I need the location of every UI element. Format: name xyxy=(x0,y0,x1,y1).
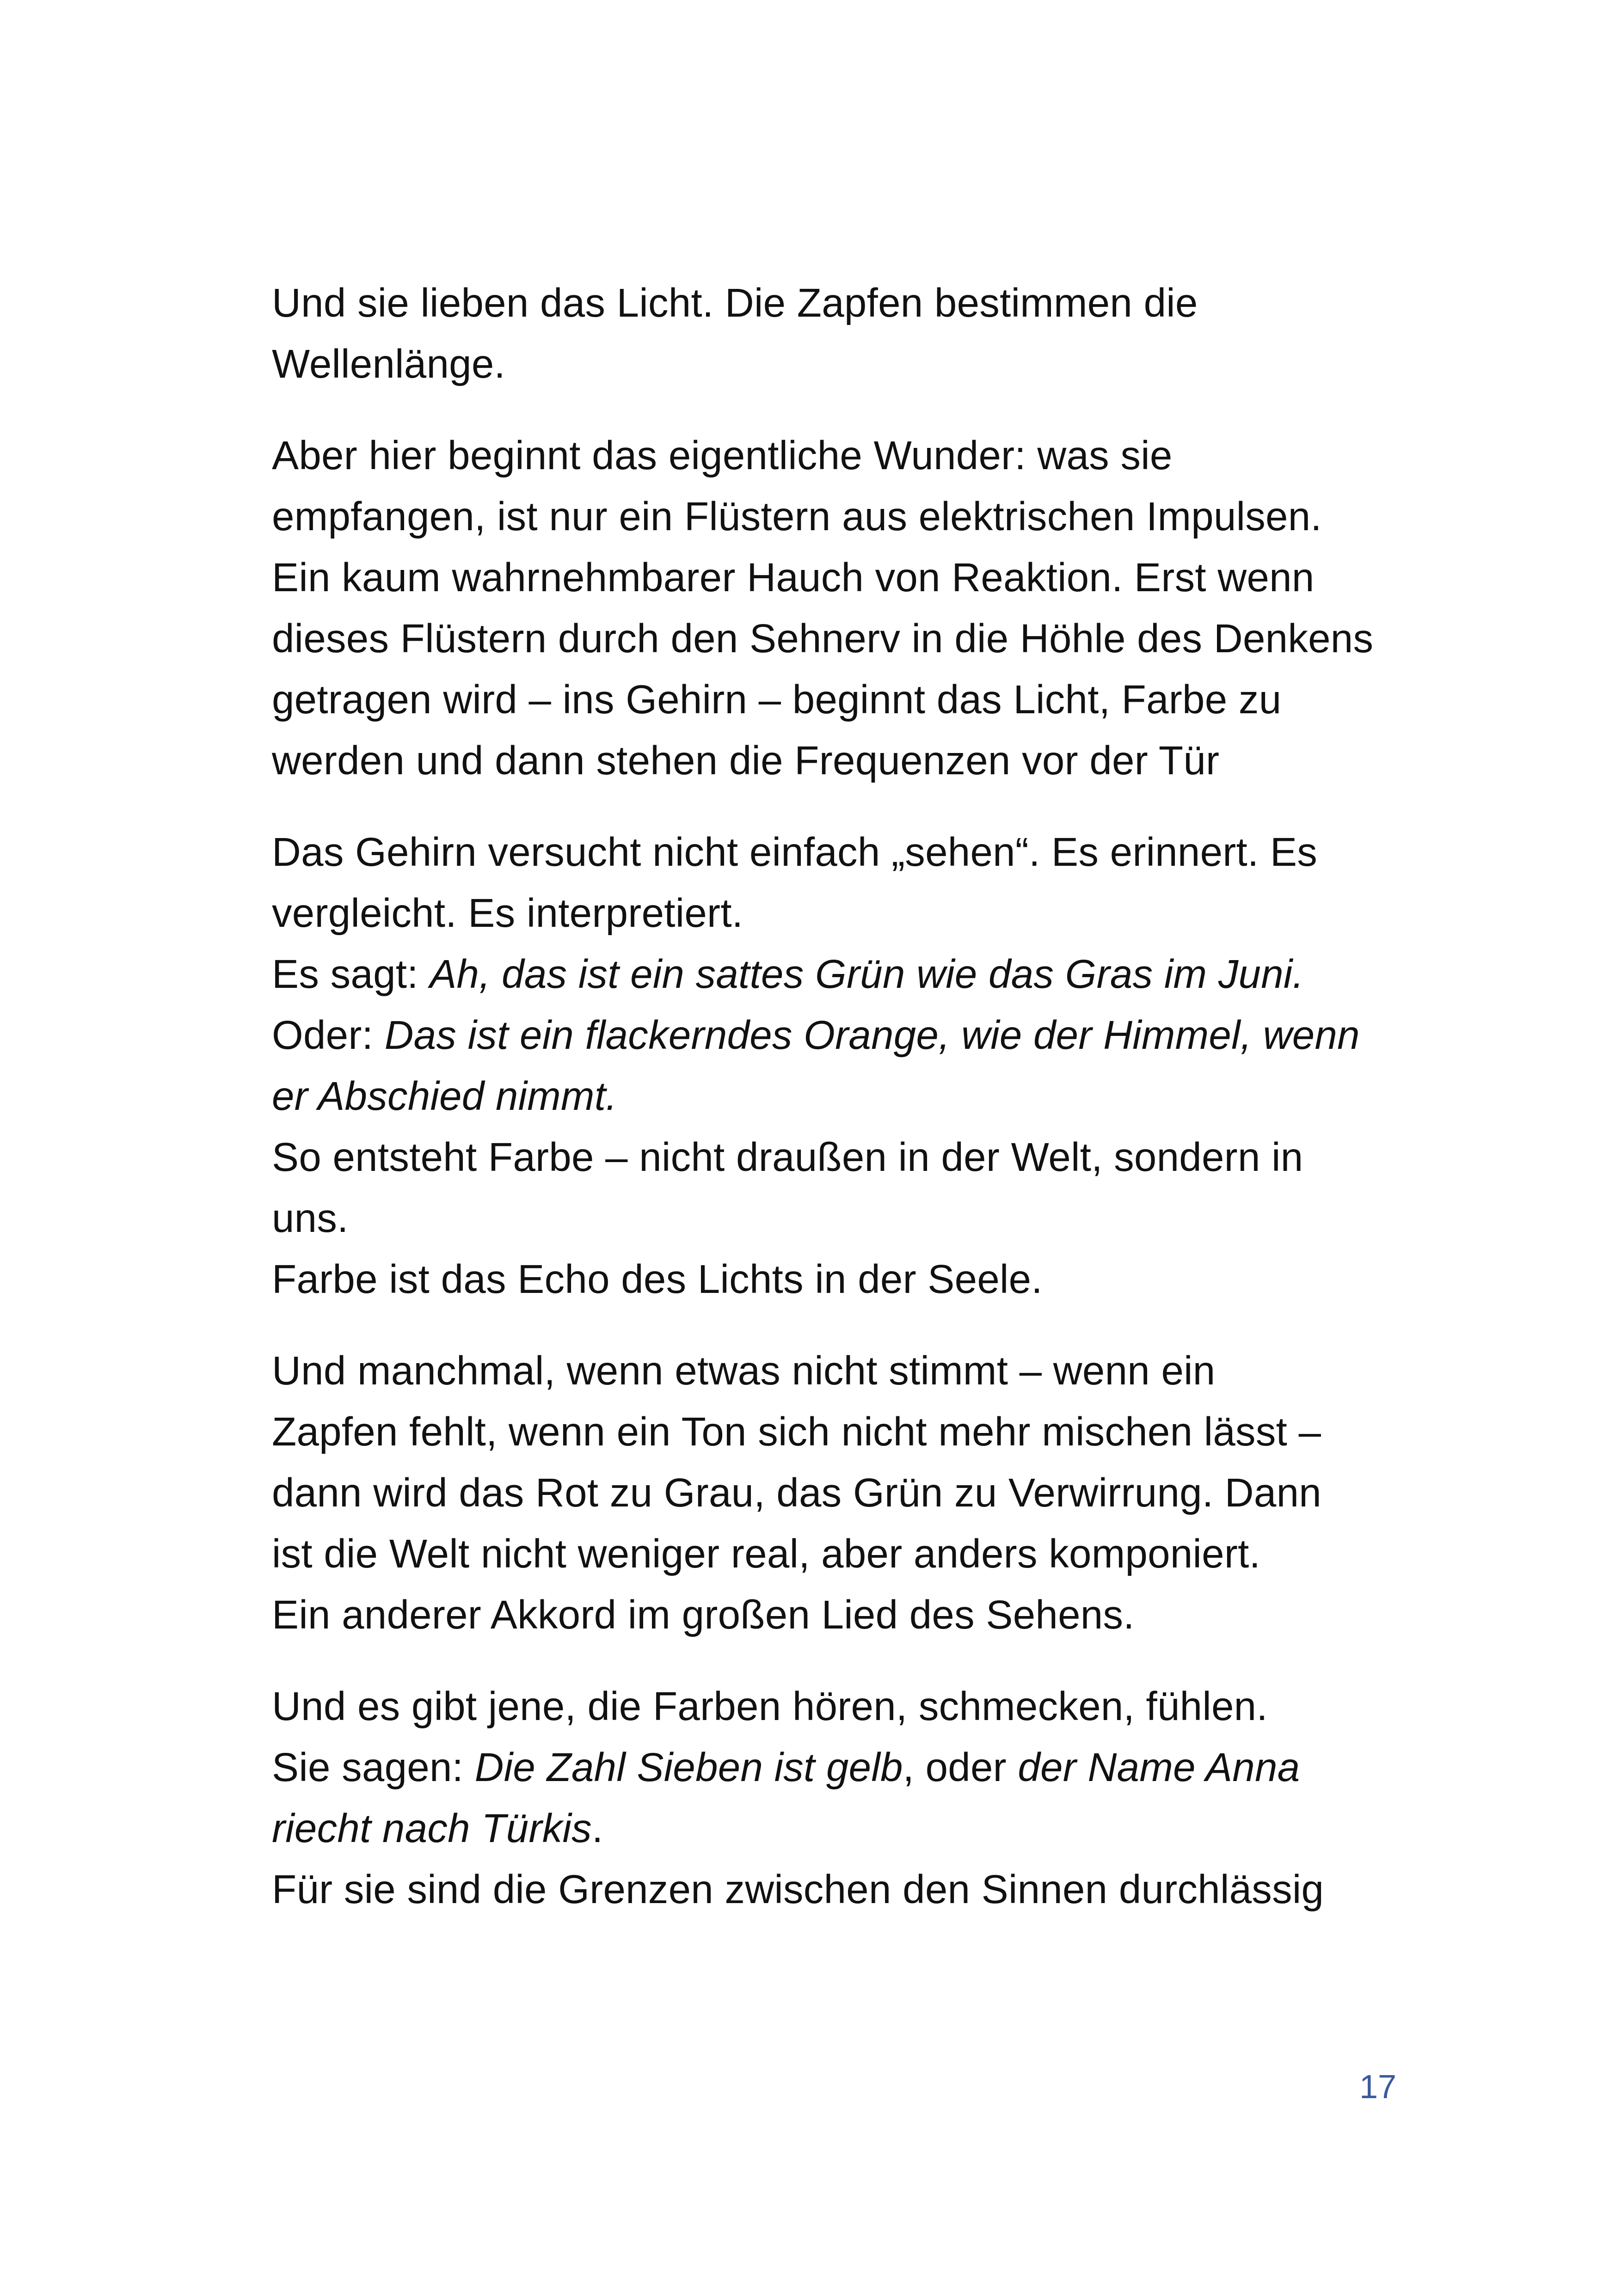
text-line: Ein kaum wahrnehmbarer Hauch von Reaktion. Erst wenn xyxy=(272,555,1315,600)
text-line: dieses Flüstern durch den Sehnerv in die Höhle des Denkens xyxy=(272,616,1374,661)
italic-quote: er Abschied nimmt. xyxy=(272,1074,617,1119)
text-line: Farbe ist das Echo des Lichts in der Seele. xyxy=(272,1257,1043,1302)
text-line: Zapfen fehlt, wenn ein Ton sich nicht mehr mischen lässt – xyxy=(272,1409,1321,1454)
text-line: vergleicht. Es interpretiert. xyxy=(272,891,743,936)
text-line: Und manchmal, wenn etwas nicht stimmt – wenn ein xyxy=(272,1348,1216,1393)
paragraph-5 xyxy=(272,1676,1428,1920)
text-line: Wellenlänge. xyxy=(272,342,505,386)
text-run: , oder xyxy=(903,1745,1018,1790)
text-line: werden und dann stehen die Frequenzen vor der Tür xyxy=(272,738,1220,783)
text-line: getragen wird – ins Gehirn – beginnt das Licht, Farbe zu xyxy=(272,677,1282,722)
paragraph-4 xyxy=(272,1341,1428,1646)
text-line: dann wird das Rot zu Grau, das Grün zu Verwirrung. Dann xyxy=(272,1470,1321,1515)
italic-quote: der Name Anna xyxy=(1018,1745,1300,1790)
text-line: So entsteht Farbe – nicht draußen in der Welt, sondern in xyxy=(272,1135,1303,1180)
page-number: 17 xyxy=(1359,2069,1397,2106)
text-line: Das Gehirn versucht nicht einfach „sehen“. Es erinnert. Es xyxy=(272,830,1318,875)
text-line xyxy=(272,1066,1428,1127)
text-line: Und sie lieben das Licht. Die Zapfen bestimmen die xyxy=(272,281,1198,325)
text-line xyxy=(272,1005,1428,1066)
italic-quote: Das ist ein flackerndes Orange, wie der Himmel, wenn xyxy=(384,1013,1360,1058)
text-line: Für sie sind die Grenzen zwischen den Sinnen durchlässig xyxy=(272,1867,1324,1912)
italic-quote: Ah, das ist ein sattes Grün wie das Gras im Juni. xyxy=(430,952,1304,997)
text-line xyxy=(272,944,1428,1005)
text-line: Ein anderer Akkord im großen Lied des Sehens. xyxy=(272,1592,1135,1637)
text-run: Es sagt: xyxy=(272,952,430,997)
text-run: . xyxy=(591,1806,603,1851)
text-line: uns. xyxy=(272,1196,349,1241)
text-line: empfangen, ist nur ein Flüstern aus elektrischen Impulsen. xyxy=(272,494,1322,539)
text-run: Sie sagen: xyxy=(272,1745,475,1790)
italic-quote: Die Zahl Sieben ist gelb xyxy=(474,1745,903,1790)
text-run: Oder: xyxy=(272,1013,385,1058)
text-line: Aber hier beginnt das eigentliche Wunder: was sie xyxy=(272,433,1173,478)
text-line: ist die Welt nicht weniger real, aber anders komponiert. xyxy=(272,1531,1261,1576)
paragraph-2 xyxy=(272,425,1428,791)
body-text xyxy=(272,273,1428,1951)
italic-quote: riecht nach Türkis xyxy=(272,1806,592,1851)
paragraph-3 xyxy=(272,822,1428,1310)
paragraph-1 xyxy=(272,273,1428,395)
text-line xyxy=(272,1798,1428,1859)
text-line: Und es gibt jene, die Farben hören, schmecken, fühlen. xyxy=(272,1684,1268,1729)
text-line xyxy=(272,1737,1428,1798)
